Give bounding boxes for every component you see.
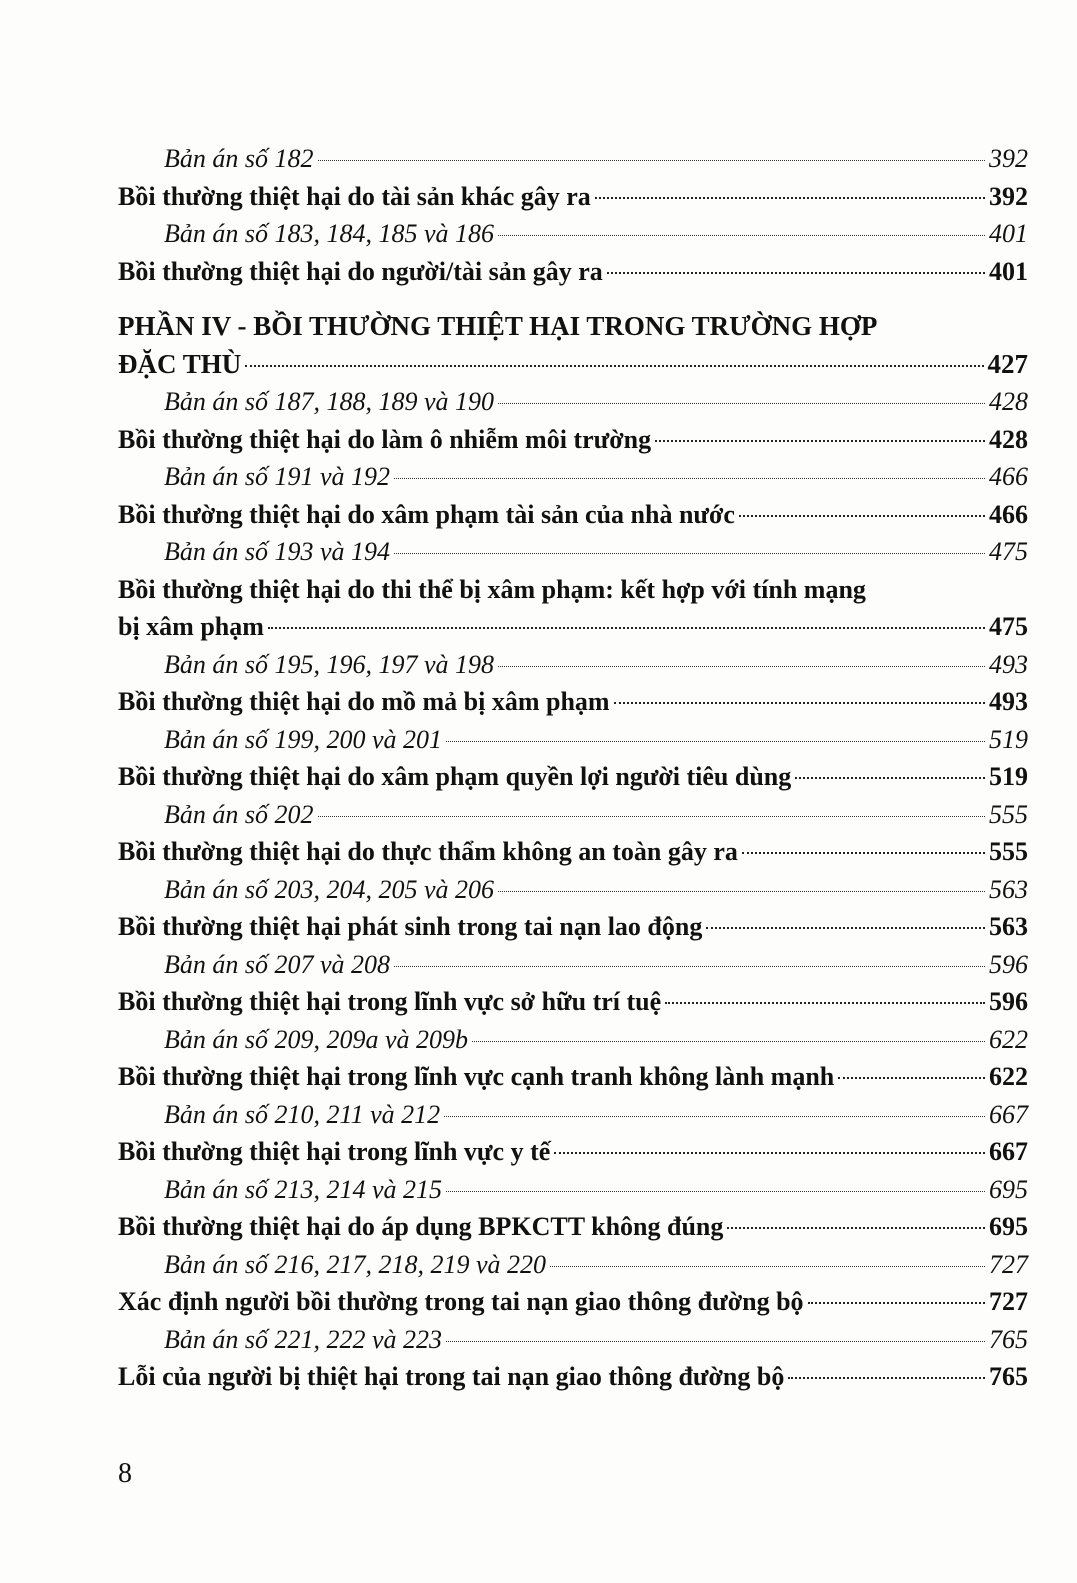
toc-entry[interactable]: [118, 1358, 1028, 1396]
toc-entry-label: Bản án số 213, 214 và 215: [164, 1174, 443, 1204]
toc-entry-label: Bản án số 210, 211 và 212: [164, 1099, 441, 1129]
toc-page-number: 519: [989, 724, 1028, 754]
toc-sub-entry[interactable]: [118, 383, 1028, 421]
toc-entry-label: Bồi thường thiệt hại do thực thẩm không an toàn gây ra: [118, 837, 738, 866]
toc-entry-label: Bản án số 221, 222 và 223: [164, 1324, 443, 1354]
dot-leader: [607, 272, 985, 274]
toc-page-number: 727: [989, 1249, 1028, 1279]
toc-entry-label: ĐẶC THÙ: [118, 348, 242, 379]
dot-leader: [706, 927, 985, 929]
dot-leader: [446, 1341, 985, 1342]
dot-leader: [742, 852, 985, 854]
toc-entry-label: Bồi thường thiệt hại do xâm phạm tài sản của nhà nước: [118, 499, 735, 529]
toc-entry-label: bị xâm phạm: [118, 612, 264, 641]
toc-sub-entry[interactable]: [118, 871, 1028, 909]
toc-label-line1: PHẦN IV - BỒI THƯỜNG THIỆT HẠI TRONG TRƯỜNG HỢP: [118, 311, 878, 341]
toc-sub-entry[interactable]: [118, 1096, 1028, 1134]
dot-leader: [595, 197, 985, 199]
dot-leader: [727, 1227, 985, 1229]
dot-leader: [268, 627, 985, 629]
page-number: 8: [118, 1458, 132, 1489]
toc-entry-label: Bản án số 191 và 192: [164, 462, 391, 491]
toc-entry[interactable]: [118, 908, 1028, 946]
dot-leader: [394, 553, 985, 554]
toc-entry[interactable]: [118, 1208, 1028, 1246]
dot-leader: [739, 515, 985, 517]
dot-leader: [318, 160, 986, 161]
toc-page-number: 428: [989, 387, 1028, 416]
toc-sub-entry[interactable]: [118, 946, 1028, 984]
toc-entry-label: Bồi thường thiệt hại do làm ô nhiễm môi trường: [118, 424, 652, 454]
toc-page-number: 563: [989, 912, 1028, 941]
toc-page-number: 695: [989, 1212, 1028, 1241]
toc-entry-label: Bồi thường thiệt hại trong lĩnh vực y tế: [118, 1137, 551, 1166]
toc-sub-entry[interactable]: [118, 215, 1028, 253]
dot-leader: [245, 365, 983, 367]
dot-leader: [498, 235, 985, 236]
toc-page-number: 466: [989, 499, 1028, 529]
toc-page-number: 596: [989, 987, 1028, 1016]
toc-page-number: 727: [989, 1287, 1028, 1316]
toc-sub-entry[interactable]: [118, 1321, 1028, 1359]
toc-page-number: 596: [989, 949, 1028, 979]
toc-entry-label: Bồi thường thiệt hại do người/tài sản gây ra: [118, 256, 603, 286]
toc-sub-entry[interactable]: [118, 1021, 1028, 1059]
dot-leader: [318, 816, 986, 817]
toc-entry-label: Bản án số 209, 209a và 209b: [164, 1024, 469, 1054]
toc-sub-entry[interactable]: [118, 721, 1028, 759]
dot-leader: [614, 702, 985, 704]
toc-entry-label: Bồi thường thiệt hại do áp dụng BPKCTT không đúng: [118, 1212, 724, 1241]
toc-page-number: 667: [989, 1137, 1028, 1166]
toc-page-number: 622: [989, 1024, 1028, 1054]
toc-page-number: 622: [989, 1062, 1028, 1091]
toc-page-number: 475: [989, 612, 1028, 641]
dot-leader: [394, 478, 985, 479]
toc-entry[interactable]: [118, 421, 1028, 459]
toc-part-heading: [118, 308, 1028, 346]
toc-entry[interactable]: [118, 833, 1028, 871]
toc-page-number: 519: [989, 762, 1028, 791]
toc-entry[interactable]: [118, 983, 1028, 1021]
toc-page-number: 427: [987, 348, 1028, 379]
toc-sub-entry[interactable]: [118, 458, 1028, 496]
toc-page-number: 555: [989, 799, 1028, 829]
toc-entry-label: Bản án số 193 và 194: [164, 537, 391, 566]
dot-leader: [665, 1002, 985, 1004]
dot-leader: [655, 440, 985, 442]
toc-entry[interactable]: [118, 496, 1028, 534]
toc-page-number: 493: [989, 649, 1028, 679]
toc-page-number: 401: [989, 256, 1028, 286]
toc-page-number: 392: [989, 181, 1028, 211]
toc-entry-label: Bản án số 203, 204, 205 và 206: [164, 874, 495, 904]
toc-sub-entry[interactable]: [118, 646, 1028, 684]
dot-leader: [838, 1077, 985, 1079]
toc-label-line1: Bồi thường thiệt hại do thi thể bị xâm phạm: kết hợp với tính mạng: [118, 574, 866, 604]
toc-page-number: 466: [989, 462, 1028, 491]
toc-entry-label: Bản án số 216, 217, 218, 219 và 220: [164, 1249, 547, 1279]
toc-page-number: 392: [989, 144, 1028, 173]
toc-entry-label: Bồi thường thiệt hại do tài sản khác gây ra: [118, 181, 591, 211]
dot-leader: [550, 1266, 985, 1267]
toc-entry[interactable]: [118, 178, 1028, 216]
table-of-contents: [118, 140, 1028, 1396]
dot-leader: [808, 1302, 985, 1304]
dot-leader: [444, 1116, 985, 1117]
toc-page-number: 563: [989, 874, 1028, 904]
toc-entry[interactable]: [118, 758, 1028, 796]
toc-entry[interactable]: [118, 683, 1028, 721]
dot-leader: [394, 966, 985, 967]
toc-sub-entry[interactable]: [118, 1246, 1028, 1284]
toc-page-number: 493: [989, 687, 1028, 716]
toc-page-number: 401: [989, 219, 1028, 248]
toc-entry-label: Bản án số 182: [164, 144, 314, 173]
dot-leader: [498, 891, 985, 892]
toc-entry-label: Bản án số 195, 196, 197 và 198: [164, 649, 495, 679]
dot-leader: [446, 741, 985, 742]
dot-leader: [498, 403, 985, 404]
dot-leader: [795, 777, 985, 779]
toc-page-number: 765: [989, 1362, 1028, 1391]
toc-entry[interactable]: [118, 346, 1028, 384]
toc-entry[interactable]: [118, 253, 1028, 291]
toc-entry-label: Bồi thường thiệt hại phát sinh trong tai nạn lao động: [118, 912, 703, 941]
toc-entry-label: Bồi thường thiệt hại do xâm phạm quyền lợi người tiêu dùng: [118, 762, 792, 791]
toc-entry-label: Bồi thường thiệt hại do mồ mả bị xâm phạm: [118, 687, 610, 716]
toc-entry-label: Bản án số 183, 184, 185 và 186: [164, 219, 495, 248]
toc-page-number: 667: [989, 1099, 1028, 1129]
toc-sub-entry[interactable]: [118, 140, 1028, 178]
dot-leader: [446, 1191, 985, 1192]
toc-entry-label: Bồi thường thiệt hại trong lĩnh vực cạnh tranh không lành mạnh: [118, 1062, 835, 1091]
toc-page-number: 555: [989, 837, 1028, 866]
dot-leader: [554, 1152, 985, 1154]
dot-leader: [788, 1377, 985, 1379]
toc-entry[interactable]: [118, 1058, 1028, 1096]
toc-sub-entry[interactable]: [118, 796, 1028, 834]
toc-heading: [118, 571, 1028, 609]
toc-entry[interactable]: [118, 1133, 1028, 1171]
toc-entry-label: Bản án số 187, 188, 189 và 190: [164, 387, 495, 416]
toc-entry-label: Bản án số 202: [164, 799, 314, 829]
toc-sub-entry[interactable]: [118, 533, 1028, 571]
toc-page-number: 475: [989, 537, 1028, 566]
toc-entry-label: Bản án số 207 và 208: [164, 949, 391, 979]
dot-leader: [498, 666, 985, 667]
toc-page-number: 765: [989, 1324, 1028, 1354]
toc-page-number: 428: [989, 424, 1028, 454]
dot-leader: [472, 1041, 985, 1042]
toc-entry-label: Xác định người bồi thường trong tai nạn giao thông đường bộ: [118, 1287, 804, 1316]
toc-entry-label: Bản án số 199, 200 và 201: [164, 724, 443, 754]
toc-entry[interactable]: [118, 1283, 1028, 1321]
toc-entry[interactable]: [118, 608, 1028, 646]
toc-page-number: 695: [989, 1174, 1028, 1204]
toc-entry-label: Lỗi của người bị thiệt hại trong tai nạn giao thông đường bộ: [118, 1362, 785, 1391]
toc-entry-label: Bồi thường thiệt hại trong lĩnh vực sở hữu trí tuệ: [118, 987, 662, 1016]
toc-sub-entry[interactable]: [118, 1171, 1028, 1209]
